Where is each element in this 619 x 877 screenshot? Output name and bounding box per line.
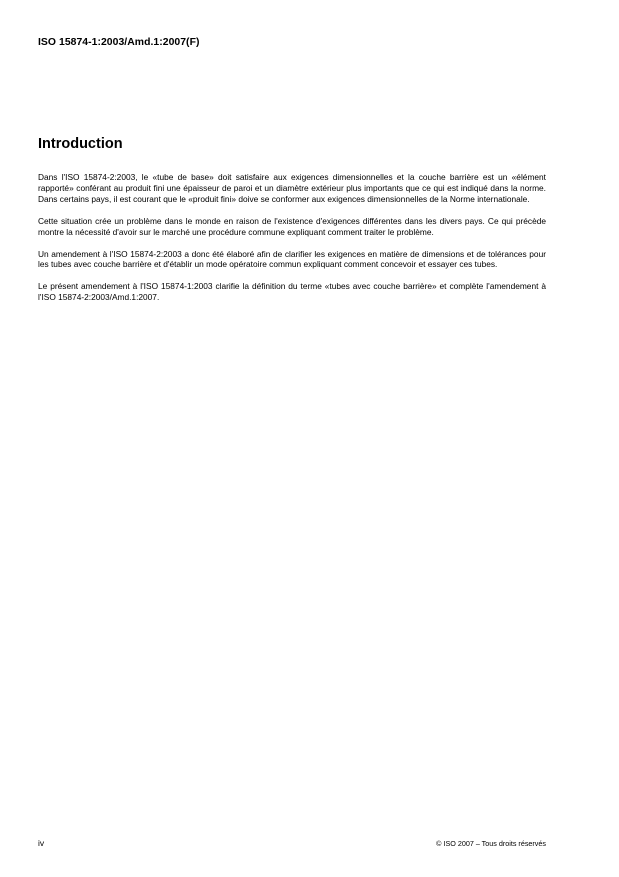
page-number: iv	[38, 838, 45, 848]
paragraph-1: Dans l'ISO 15874-2:2003, le «tube de base» doit satisfaire aux exigences dimensionnelles et la couche barrière est un «élément rapporté» conférant au produit fini une épaisseur de paroi et un diamètre extérieur plus importants que ce qui est indiqué dans la norme. Dans certains pays, il est courant que le «produit fini» doive se conformer aux exigences dimensionnelles de la Norme internationale.	[38, 172, 546, 204]
body-text	[38, 172, 546, 314]
document-id: ISO 15874-1:2003/Amd.1:2007(F)	[38, 37, 200, 48]
paragraph-4: Le présent amendement à l'ISO 15874-1:2003 clarifie la définition du terme «tubes avec couche barrière» et complète l'amendement à l'ISO 15874-2:2003/Amd.1:2007.	[38, 281, 546, 303]
paragraph-3: Un amendement à l'ISO 15874-2:2003 a donc été élaboré afin de clarifier les exigences en matière de dimensions et de tolérances pour les tubes avec couche barrière et d'établir un mode opératoire commun expliquant comment concevoir et essayer ces tubes.	[38, 248, 546, 270]
copyright-notice: © ISO 2007 – Tous droits réservés	[436, 839, 546, 848]
section-title: Introduction	[38, 136, 123, 152]
paragraph-2: Cette situation crée un problème dans le monde en raison de l'existence d'exigences différentes dans les divers pays. Ce qui précède montre la nécessité d'avoir sur le marché une procédure commune expliquant comment traiter le problème.	[38, 215, 546, 237]
